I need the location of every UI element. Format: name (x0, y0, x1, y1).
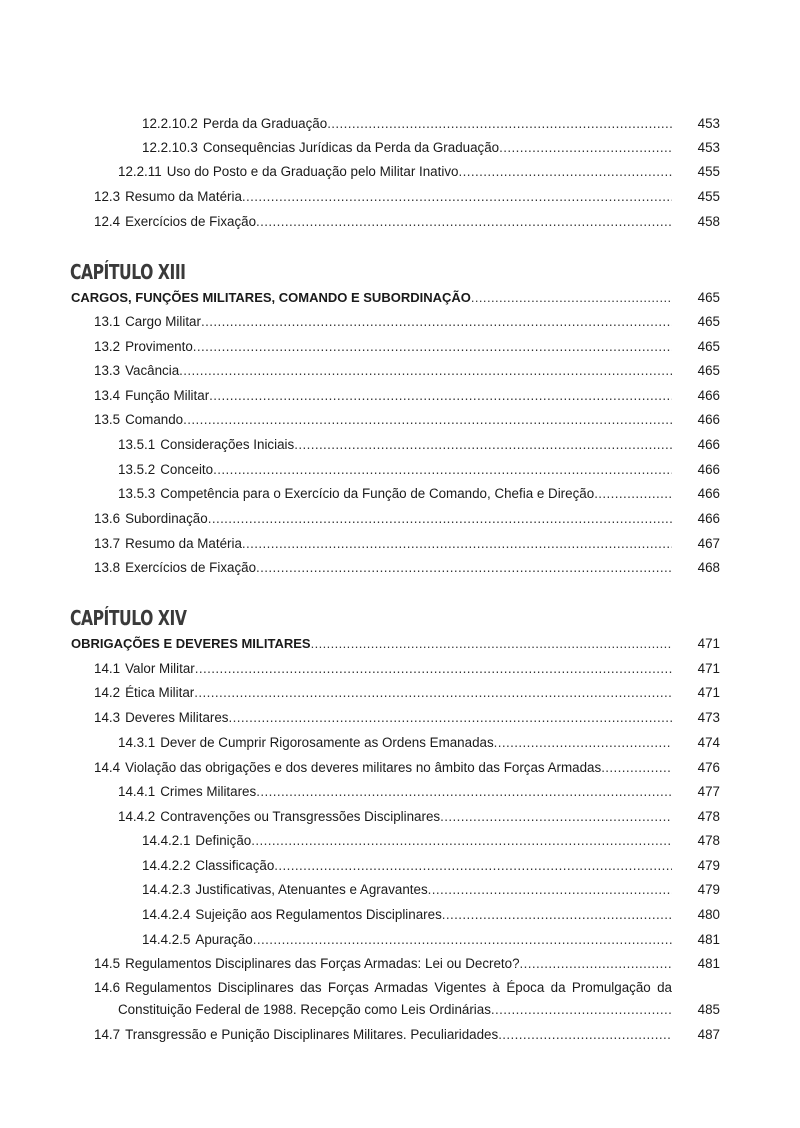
entry-number: 13.2 (94, 339, 121, 354)
toc-entry[interactable] (0, 186, 800, 208)
entry-number: 12.3 (94, 189, 121, 204)
entry-page: 471 (697, 636, 720, 651)
entry-page: 468 (697, 560, 720, 575)
entry-page: 480 (697, 907, 720, 922)
entry-number: 12.2.10.3 (142, 140, 198, 155)
entry-title: Violação das obrigações e dos deveres militares no âmbito das Forças Armadas (125, 760, 602, 775)
entry-title: Contravenções ou Transgressões Disciplinares (160, 809, 441, 824)
toc-entry[interactable] (0, 953, 800, 975)
entry-number: 13.8 (94, 560, 121, 575)
entry-number: 14.4.2.5 (142, 932, 191, 947)
toc-entry[interactable] (0, 137, 800, 159)
entry-page: 458 (697, 214, 720, 229)
toc-entry[interactable] (0, 557, 800, 579)
entry-page: 466 (697, 388, 720, 403)
entry-number: 14.5 (94, 956, 121, 971)
entry-title: Crimes Militares (160, 784, 257, 799)
toc-entry[interactable] (0, 360, 800, 382)
entry-page: 477 (697, 784, 720, 799)
toc-entry-multiline[interactable] (94, 977, 720, 1021)
entry-title: Regulamentos Disciplinares das Forças Armadas: Lei ou Decreto? (125, 956, 520, 971)
entry-page: 453 (697, 116, 720, 131)
entry-number: 13.5 (94, 412, 121, 427)
entry-title: Transgressão e Punição Disciplinares Militares. Peculiaridades (125, 1027, 499, 1042)
entry-number: 14.4.2 (118, 809, 156, 824)
entry-title: Subordinação (125, 511, 208, 526)
entry-title: Competência para o Exercício da Função de Comando, Chefia e Direção (160, 486, 595, 501)
toc-entry[interactable] (0, 459, 800, 481)
entry-page: 465 (697, 314, 720, 329)
entry-number: 14.4.2.4 (142, 907, 191, 922)
entry-number: 13.3 (94, 363, 121, 378)
toc-entry[interactable] (0, 409, 800, 431)
entry-title: Ética Militar (125, 685, 195, 700)
entry-number: 12.4 (94, 214, 121, 229)
toc-entry[interactable] (0, 161, 800, 183)
toc-entry[interactable] (0, 682, 800, 704)
entry-page: 473 (697, 710, 720, 725)
entry-title-line2: Constituição Federal de 1988. Recepção como Leis Ordinárias (118, 1002, 491, 1017)
entry-page: 485 (697, 1002, 720, 1017)
entry-title: Considerações Iniciais (160, 437, 295, 452)
entry-page: 465 (697, 363, 720, 378)
entry-number: 14.4.2.2 (142, 858, 191, 873)
toc-entry[interactable] (0, 1024, 800, 1046)
entry-page: 471 (697, 661, 720, 676)
toc-entry[interactable] (0, 929, 800, 951)
chapter-title-entry[interactable] (0, 287, 800, 309)
entry-page: 465 (697, 339, 720, 354)
chapter-heading: CAPÍTULO XIV (70, 606, 187, 630)
chapter-title: OBRIGAÇÕES E DEVERES MILITARES (71, 636, 311, 651)
entry-title: Comando (125, 412, 184, 427)
entry-number: 14.4.2.3 (142, 882, 191, 897)
entry-page: 476 (697, 760, 720, 775)
entry-title: Exercícios de Fixação (125, 214, 257, 229)
entry-title: Classificação (195, 858, 275, 873)
entry-title: Cargo Militar (125, 314, 201, 329)
entry-title: Vacância (125, 363, 180, 378)
entry-page: 467 (697, 536, 720, 551)
entry-number: 13.1 (94, 314, 121, 329)
entry-title: Consequências Jurídicas da Perda da Graduação (202, 140, 500, 155)
entry-page: 474 (697, 735, 720, 750)
toc-entry[interactable] (0, 879, 800, 901)
entry-number: 12.2.10.2 (142, 116, 198, 131)
toc-entry[interactable] (0, 483, 800, 505)
entry-title: Perda da Graduação (202, 116, 328, 131)
entry-number: 14.4.2.1 (142, 833, 191, 848)
entry-title: Exercícios de Fixação (125, 560, 257, 575)
toc-entry[interactable] (0, 113, 800, 135)
entry-page: 481 (697, 956, 720, 971)
entry-page: 478 (697, 809, 720, 824)
toc-entry[interactable] (0, 732, 800, 754)
entry-page: 455 (697, 189, 720, 204)
entry-title: Função Militar (125, 388, 210, 403)
entry-title: Provimento (125, 339, 193, 354)
entry-number: 12.2.11 (118, 164, 162, 179)
toc-entry[interactable] (0, 336, 800, 358)
entry-number: 14.3 (94, 710, 121, 725)
entry-number: 13.7 (94, 536, 121, 551)
entry-title-line1: Regulamentos Disciplinares das Forças Armadas Vigentes à Época da Promulgação da (125, 980, 672, 995)
entry-number: 14.4 (94, 760, 121, 775)
entry-number: 14.4.1 (118, 784, 156, 799)
entry-page: 466 (697, 511, 720, 526)
entry-page: 455 (697, 164, 720, 179)
entry-number: 13.5.3 (118, 486, 156, 501)
entry-title: Uso do Posto e da Graduação pelo Militar Inativo (166, 164, 459, 179)
toc-entry[interactable] (0, 385, 800, 407)
toc-entry[interactable] (0, 781, 800, 803)
chapter-heading: CAPÍTULO XIII (70, 260, 186, 284)
entry-number: 14.6 (94, 980, 121, 995)
entry-title: Sujeição aos Regulamentos Disciplinares (195, 907, 442, 922)
entry-page: 466 (697, 412, 720, 427)
entry-number: 14.2 (94, 685, 121, 700)
entry-page: 465 (697, 290, 720, 305)
toc-entry[interactable] (0, 533, 800, 555)
toc-entry[interactable] (0, 311, 800, 333)
toc-entry[interactable] (0, 806, 800, 828)
entry-title: Valor Militar (125, 661, 195, 676)
entry-page: 487 (697, 1027, 720, 1042)
entry-page: 471 (697, 685, 720, 700)
entry-title: Resumo da Matéria (125, 536, 242, 551)
toc-entry[interactable] (0, 855, 800, 877)
entry-title: Conceito (160, 462, 214, 477)
toc-entry[interactable] (0, 658, 800, 680)
entry-number: 14.1 (94, 661, 121, 676)
toc-entry[interactable] (0, 707, 800, 729)
toc-entry[interactable] (0, 508, 800, 530)
entry-page: 478 (697, 833, 720, 848)
chapter-title: CARGOS, FUNÇÕES MILITARES, COMANDO E SUBORDINAÇÃO (71, 290, 471, 305)
entry-title: Dever de Cumprir Rigorosamente as Ordens Emanadas (160, 735, 494, 750)
toc-entry[interactable] (0, 757, 800, 779)
entry-number: 13.5.1 (118, 437, 156, 452)
toc-entry[interactable] (0, 211, 800, 233)
entry-title: Definição (195, 833, 252, 848)
entry-number: 13.5.2 (118, 462, 156, 477)
entry-title: Justificativas, Atenuantes e Agravantes (195, 882, 428, 897)
entry-title: Deveres Militares (125, 710, 229, 725)
entry-number: 14.3.1 (118, 735, 156, 750)
entry-page: 466 (697, 462, 720, 477)
entry-title: Apuração (195, 932, 253, 947)
entry-number: 13.6 (94, 511, 121, 526)
entry-title: Resumo da Matéria (125, 189, 242, 204)
entry-page: 453 (697, 140, 720, 155)
toc-entry[interactable] (0, 904, 800, 926)
chapter-title-entry[interactable] (0, 633, 800, 655)
entry-number: 13.4 (94, 388, 121, 403)
toc-entry[interactable] (0, 434, 800, 456)
entry-page: 479 (697, 858, 720, 873)
entry-page: 466 (697, 437, 720, 452)
entry-number: 14.7 (94, 1027, 121, 1042)
entry-page: 481 (697, 932, 720, 947)
toc-entry[interactable] (0, 830, 800, 852)
entry-page: 479 (697, 882, 720, 897)
entry-page: 466 (697, 486, 720, 501)
